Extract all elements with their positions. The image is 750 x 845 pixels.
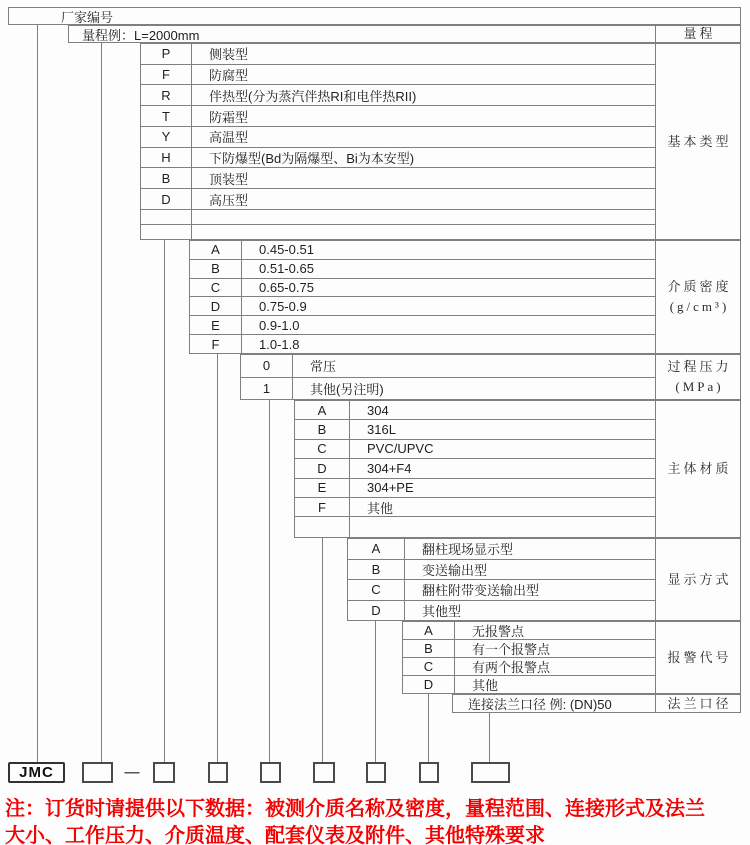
ordering-note [5, 796, 705, 845]
option-row [241, 355, 655, 377]
option-desc: 常压 [310, 359, 337, 375]
connector-line-flange [489, 713, 490, 762]
option-row [295, 401, 655, 419]
option-row [295, 497, 655, 516]
basic-type-label [655, 44, 740, 239]
range-example-text: 量程例：L=2000mm [82, 27, 200, 43]
section-medium-density [189, 240, 741, 354]
connector-line-pressure [269, 400, 270, 762]
option-row [141, 84, 655, 105]
option-desc: 1.0-1.8 [259, 336, 300, 352]
ordering-note-line1: 注：订货时请提供以下数据：被测介质名称及密度，量程范围、连接形式及法兰 [5, 798, 705, 820]
option-code: 1 [241, 378, 293, 400]
flange-diameter-row [452, 694, 741, 713]
process-pressure-rows [241, 355, 655, 399]
option-row [295, 458, 655, 477]
option-code [295, 517, 350, 537]
body-material-rows [295, 401, 655, 537]
option-code: F [190, 335, 242, 353]
option-desc: 防腐型 [209, 68, 249, 84]
option-desc: 无报警点 [472, 624, 525, 639]
option-row [295, 516, 655, 537]
option-code [141, 225, 192, 239]
model-box-alarm [419, 762, 439, 783]
option-desc: 0.75-0.9 [259, 298, 307, 314]
model-box-density [208, 762, 228, 783]
medium-density-rows [190, 241, 655, 353]
option-row [348, 600, 655, 621]
basic-type-rows [141, 44, 655, 239]
connector-line-range [101, 43, 102, 762]
option-row [403, 675, 655, 693]
option-code: A [348, 539, 405, 559]
option-code: A [295, 401, 350, 419]
option-code: C [403, 658, 455, 675]
option-row [141, 105, 655, 126]
option-desc: 翻柱现场显示型 [422, 542, 514, 558]
section-body-material [294, 400, 741, 538]
option-code: D [190, 297, 242, 315]
option-code: F [141, 65, 192, 85]
option-row [348, 579, 655, 600]
option-code: A [403, 622, 455, 639]
section-alarm-code [402, 621, 741, 694]
option-row [190, 278, 655, 297]
option-code: C [295, 440, 350, 458]
option-desc: 其他 [367, 500, 394, 516]
process-pressure-label [655, 355, 740, 399]
alarm-code-rows [403, 622, 655, 693]
option-row [348, 539, 655, 559]
model-box-basic-type [153, 762, 175, 783]
option-code: D [348, 601, 405, 621]
section-label-text: 主体材质 [667, 461, 732, 476]
option-desc: 其他(另注明) [310, 381, 384, 397]
connector-line-manufacturer [37, 25, 38, 762]
option-row [141, 44, 655, 64]
option-code: E [190, 316, 242, 334]
option-code: B [141, 168, 192, 188]
manufacturer-number-label: 厂家编号 [61, 9, 114, 25]
option-desc: 侧装型 [209, 47, 249, 63]
option-row [241, 377, 655, 400]
option-row [348, 559, 655, 580]
section-process-pressure [240, 354, 741, 400]
connector-line-display [375, 621, 376, 762]
option-desc: 高温型 [209, 130, 249, 146]
option-desc: 0.45-0.51 [259, 242, 314, 258]
option-row [190, 296, 655, 315]
option-row [190, 241, 655, 259]
option-row [141, 126, 655, 147]
connector-line-alarm [428, 694, 429, 762]
option-desc: 304 [367, 402, 389, 418]
manufacturer-number-row [8, 7, 741, 25]
option-row [403, 657, 655, 675]
medium-density-label [655, 241, 740, 353]
option-desc: 304+PE [367, 480, 414, 496]
flange-diameter-text: 连接法兰口径 例: (DN)50 [468, 697, 612, 712]
option-desc: 0.51-0.65 [259, 261, 314, 277]
option-row [141, 167, 655, 188]
connector-line-basic-type [164, 240, 165, 762]
option-code: D [295, 459, 350, 477]
option-row [141, 147, 655, 168]
option-code: B [295, 420, 350, 438]
display-mode-rows [348, 539, 655, 620]
section-display-mode [347, 538, 741, 621]
option-desc: 有一个报警点 [472, 642, 551, 657]
model-box-display [366, 762, 386, 783]
section-label-unit: (g/cm³) [669, 299, 730, 314]
option-desc [350, 517, 655, 537]
option-desc: 变送输出型 [422, 562, 488, 578]
section-label-text: 报警代号 [667, 649, 732, 665]
option-code: E [295, 479, 350, 497]
option-desc: 316L [367, 422, 396, 438]
ordering-note-line2: 大小、工作压力、介质温度、配套仪表及附件、其他特殊要求 [5, 825, 545, 845]
option-row [295, 478, 655, 497]
option-row [190, 315, 655, 334]
model-box-material [313, 762, 335, 783]
body-material-label [655, 401, 740, 537]
option-row [141, 224, 655, 239]
option-code: A [190, 241, 242, 259]
option-desc: 其他型 [422, 603, 462, 619]
option-row [190, 259, 655, 278]
option-code: R [141, 85, 192, 105]
option-desc: PVC/UPVC [367, 441, 434, 457]
option-desc: 其他 [472, 678, 499, 693]
connector-line-density [217, 354, 218, 762]
option-code: T [141, 106, 192, 126]
option-desc [192, 210, 655, 224]
option-code: H [141, 148, 192, 168]
option-desc: 翻柱附带变送输出型 [422, 583, 540, 599]
option-row [141, 209, 655, 224]
option-desc: 304+F4 [367, 460, 412, 476]
model-prefix-box: JMC [8, 762, 65, 783]
section-label-text: 显示方式 [667, 571, 732, 587]
option-row [141, 64, 655, 85]
option-desc: 防霜型 [209, 109, 249, 125]
option-row [295, 419, 655, 438]
option-row [295, 439, 655, 458]
section-label-text: 介质密度 [667, 279, 732, 294]
section-label-text: 基本类型 [667, 133, 732, 149]
section-label-text: 过程压力 [667, 359, 732, 374]
option-code: C [348, 580, 405, 600]
option-row [403, 622, 655, 639]
option-desc: 顶装型 [209, 171, 249, 187]
display-mode-label [655, 539, 740, 620]
option-code: D [403, 676, 455, 693]
option-code: D [141, 189, 192, 209]
option-code: F [295, 498, 350, 516]
option-row [141, 188, 655, 209]
option-code: P [141, 44, 192, 64]
connector-line-material [322, 538, 323, 762]
option-code: 0 [241, 355, 293, 377]
model-separator-dash: — [124, 764, 140, 781]
option-desc [192, 225, 655, 239]
option-code: B [403, 640, 455, 657]
option-desc: 有两个报警点 [472, 660, 551, 675]
model-box-range [82, 762, 113, 783]
model-box-pressure [260, 762, 281, 783]
option-row [190, 334, 655, 353]
option-desc: 0.9-1.0 [259, 317, 300, 333]
option-code: B [190, 260, 242, 278]
range-row [68, 25, 741, 43]
option-code [141, 210, 192, 224]
option-code: B [348, 560, 405, 580]
alarm-code-label [655, 622, 740, 693]
option-desc: 0.65-0.75 [259, 280, 314, 296]
option-code: Y [141, 127, 192, 147]
option-desc: 下防爆型(Bd为隔爆型、Bi为本安型) [209, 151, 415, 167]
flange-diameter-label: 法兰口径 [655, 695, 740, 712]
section-label-unit: (MPa) [675, 379, 724, 394]
option-row [403, 639, 655, 657]
option-desc: 伴热型(分为蒸汽伴热RI和电伴热RII) [209, 88, 417, 104]
option-desc: 高压型 [209, 192, 249, 208]
range-section-label: 量程 [655, 26, 740, 42]
option-code: C [190, 279, 242, 297]
model-box-flange [471, 762, 510, 783]
section-basic-type [140, 43, 741, 240]
